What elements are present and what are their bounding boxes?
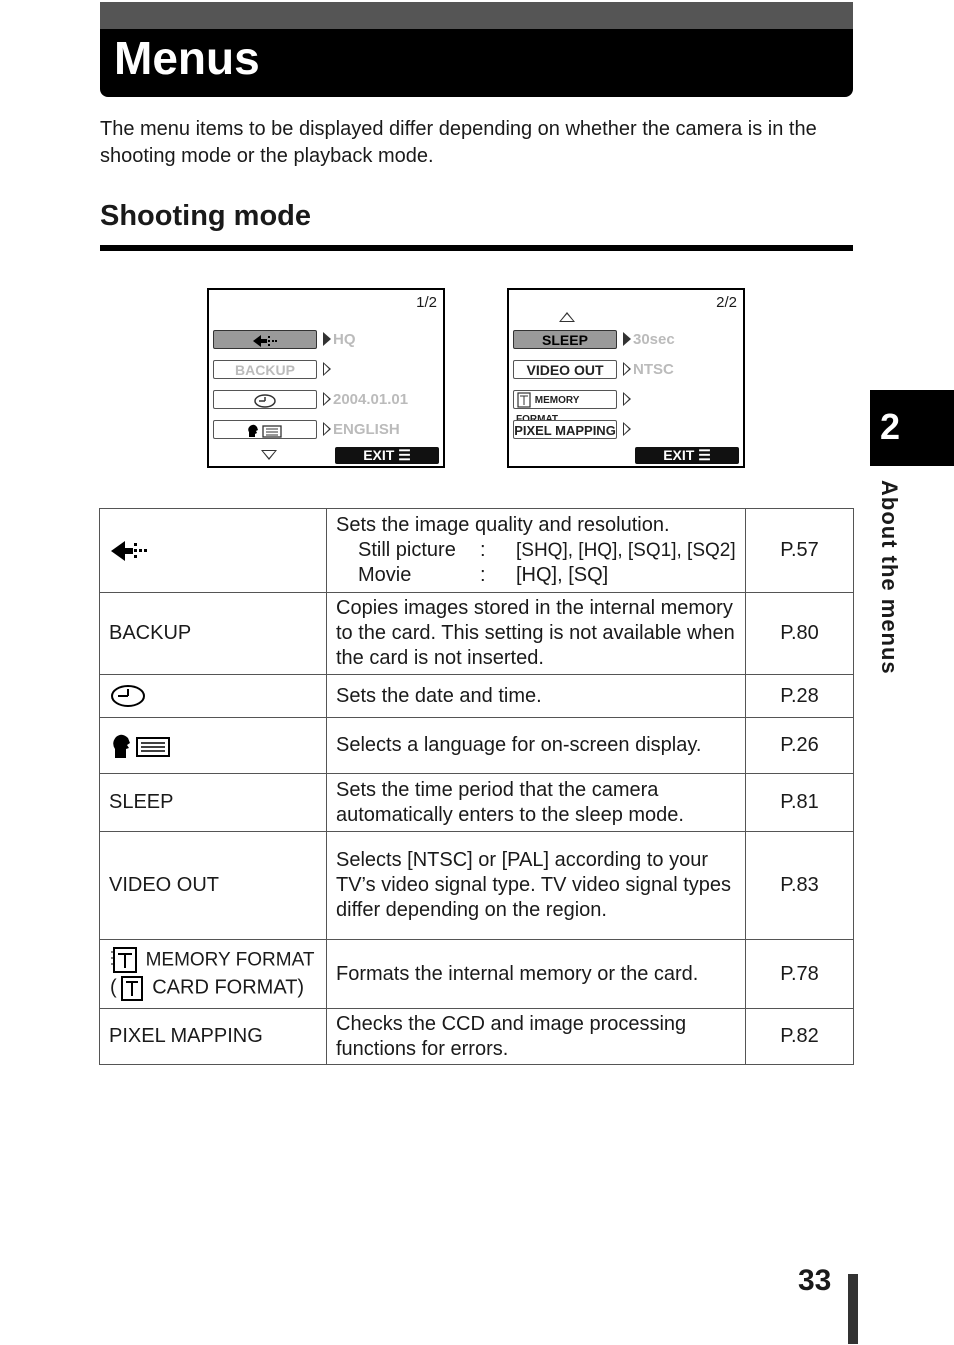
clock-icon [109,683,147,709]
description-cell: Selects [NTSC] or [PAL] according to your TV’s video signal type. TV video signal types differ depending on the region. [327,832,746,940]
still-values: [SHQ], [HQ], [SQ1], [SQ2] [516,540,736,561]
table-row [100,832,854,940]
description-cell: Sets the time period that the camera automatically enters to the sleep mode. [327,774,746,832]
page-ref: P.80 [746,593,854,675]
menu-value: 30sec [633,331,675,348]
page-ref: P.83 [746,832,854,940]
menu-value: ENGLISH [333,421,400,438]
exit-label: EXIT [663,447,695,463]
menu-screen-2 [507,288,745,468]
description-cell: Formats the internal memory or the card. [327,940,746,1009]
card-format-line [110,974,317,1002]
menu-list-icon: ☰ [398,447,411,463]
table-row [100,774,854,832]
page-ref: P.57 [746,509,854,593]
separator: : [480,539,486,561]
memory-format-label: MEMORY [534,395,580,406]
language-menu-button [213,420,317,439]
menu-list-icon: ☰ [698,447,711,463]
chapter-number: 2 [880,406,901,447]
page-number: 33 [798,1264,832,1297]
menu-value: HQ [333,331,356,348]
description-cell: Sets the date and time. [327,675,746,718]
arrow-right-icon [623,362,631,376]
item-cell: VIDEO OUT [100,832,327,940]
page-number-bar [848,1274,858,1344]
description-cell: Selects a language for on-screen display. [327,718,746,774]
description-cell: Checks the CCD and image processing functions for errors. [327,1009,746,1065]
section-rule [100,245,853,251]
table-row [100,1009,854,1065]
still-label: Still picture [358,539,456,561]
paren-open: ( [110,976,117,999]
arrow-right-icon [623,332,631,346]
table-row [100,675,854,718]
movie-line [336,563,736,588]
arrow-right-icon [623,422,631,436]
page-ref: P.26 [746,718,854,774]
page-ref: P.82 [746,1009,854,1065]
backup-menu-button: BACKUP [213,360,317,379]
arrow-right-icon [323,422,331,436]
image-quality-icon [251,333,279,349]
screen-page-indicator: 2/2 [716,294,737,311]
still-picture-line [336,538,736,563]
scroll-down-icon [261,450,277,460]
item-cell [100,940,327,1009]
item-cell [100,718,327,774]
video-out-menu-button: VIDEO OUT [513,360,617,379]
table-row [100,509,854,593]
item-cell [100,675,327,718]
intro-text: The menu items to be displayed differ depending on whether the camera is in the shooting mode or the playback mode. [100,118,817,167]
menu-table [99,508,854,1065]
screen-page-indicator: 1/2 [416,294,437,311]
page-ref: P.81 [746,774,854,832]
table-row [100,718,854,774]
card-format-label: CARD FORMAT) [152,976,305,999]
pixel-mapping-menu-button: PIXEL MAPPING [513,420,617,439]
image-quality-icon [109,538,149,564]
memory-format-icon [110,946,140,974]
title-strip [100,2,853,29]
section-title: Shooting mode [100,200,312,232]
memory-format-label: MEMORY FORMAT [145,949,315,971]
exit-button [335,447,439,464]
arrow-right-icon [323,332,331,346]
exit-label: EXIT [363,447,395,463]
memory-format-menu-button [513,390,617,409]
movie-values: [HQ], [SQ] [516,564,609,586]
image-quality-menu-button [213,330,317,349]
arrow-right-icon [323,392,331,406]
table-row [100,940,854,1009]
description-cell: Copies images stored in the internal memory to the card. This setting is not available when the card is not inserted. [327,593,746,675]
description: Sets the image quality and resolution. [336,514,670,536]
item-cell [100,509,327,593]
language-icon [109,732,173,760]
card-format-icon [117,974,147,1002]
table-row [100,593,854,675]
chapter-label: About the menus [877,480,902,675]
sub-key [358,538,480,563]
clock-icon [253,393,277,409]
item-cell: PIXEL MAPPING [100,1009,327,1065]
clock-menu-button [213,390,317,409]
arrow-right-icon [323,362,331,376]
item-cell: SLEEP [100,774,327,832]
scroll-up-icon [559,312,575,322]
sleep-menu-button: SLEEP [513,330,617,349]
separator: : [480,564,486,586]
memory-format-icon [516,392,532,408]
sub-key [358,563,480,588]
memory-format-line [110,946,317,974]
item-cell: BACKUP [100,593,327,675]
movie-label: Movie [358,564,412,586]
menu-screen-1 [207,288,445,468]
exit-button [635,447,739,464]
page-ref: P.28 [746,675,854,718]
chapter-tab [870,390,954,466]
menu-value: NTSC [633,361,674,378]
page-ref: P.78 [746,940,854,1009]
page-title: Menus [114,32,260,84]
language-icon [245,423,285,439]
description-cell [327,509,746,593]
menu-value: 2004.01.01 [333,391,409,408]
title-bar [100,2,853,97]
arrow-right-icon [623,392,631,406]
